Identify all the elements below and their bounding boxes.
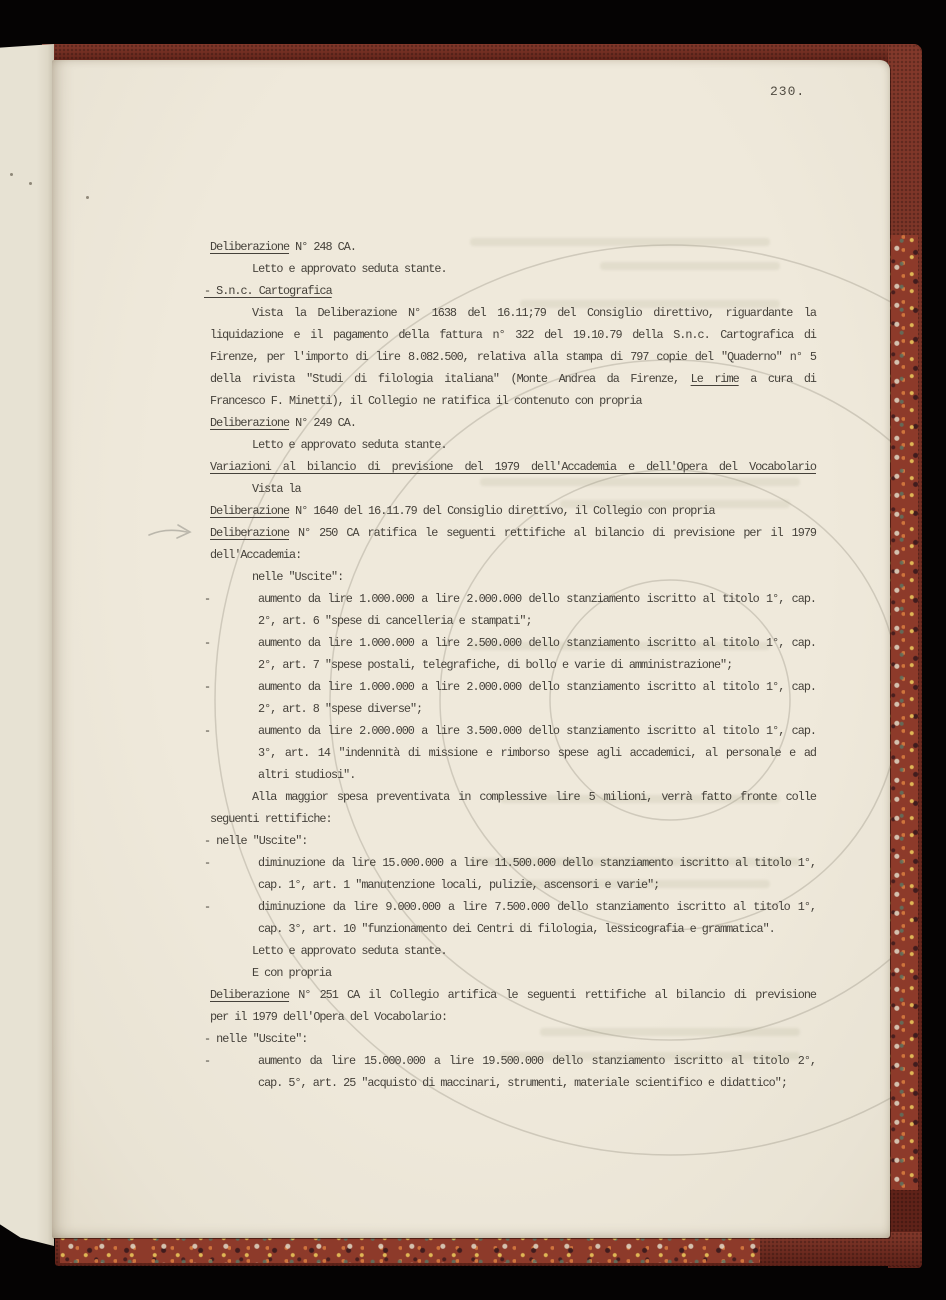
page-number: 230. — [770, 84, 806, 99]
text-line: - aumento da lire 1.000.000 a lire 2.000.000 dello stanziamento iscritto al titolo 1°, cap. — [204, 592, 816, 606]
document-page — [52, 60, 890, 1238]
marbled-endpaper-right — [886, 235, 918, 1190]
text-line: nelle "Uscite": — [252, 570, 344, 584]
text-line: Deliberazione N° 1640 del 16.11.79 del Consiglio direttivo, il Collegio con propria — [210, 504, 715, 518]
text-line: Deliberazione N° 249 CA. — [210, 416, 356, 430]
text-line: - S.n.c. Cartografica — [204, 284, 332, 298]
text-line: Vista la — [252, 482, 301, 496]
paper-speck — [10, 173, 13, 176]
text-line: - aumento da lire 15.000.000 a lire 19.500.000 dello stanziamento iscritto al titolo 2°, — [204, 1054, 816, 1068]
paper-speck — [29, 182, 32, 185]
text-line: cap. 1°, art. 1 "manutenzione locali, pulizie, ascensori e varie"; — [258, 878, 660, 892]
text-line: - aumento da lire 2.000.000 a lire 3.500.000 dello stanziamento iscritto al titolo 1°, cap. — [204, 724, 816, 738]
text-line: liquidazione e il pagamento della fattura n° 322 del 19.10.79 della S.n.c. Cartografica di — [210, 328, 816, 342]
text-line: per il 1979 dell'Opera del Vocabolario: — [210, 1010, 448, 1024]
text-line: Francesco F. Minetti), il Collegio ne ratifica il contenuto con propria — [210, 394, 642, 408]
text-line: - aumento da lire 1.000.000 a lire 2.000.000 dello stanziamento iscritto al titolo 1°, cap. — [204, 680, 816, 694]
text-line: Letto e approvato seduta stante. — [252, 438, 447, 452]
text-line: 2°, art. 7 "spese postali, telegrafiche, di bollo e varie di amministrazione"; — [258, 658, 733, 672]
text-line: Deliberazione N° 250 CA ratifica le seguenti rettifiche al bilancio di previsione per il 1979 — [210, 526, 816, 540]
text-line: E con propria — [252, 966, 332, 980]
text-line: - diminuzione da lire 9.000.000 a lire 7.500.000 dello stanziamento iscritto al titolo 1°, — [204, 900, 816, 914]
text-line: Deliberazione N° 251 CA il Collegio artifica le seguenti rettifiche al bilancio di previsione — [210, 988, 816, 1002]
text-line: Letto e approvato seduta stante. — [252, 262, 447, 276]
text-line: Letto e approvato seduta stante. — [252, 944, 447, 958]
text-line: dell'Accademia: — [210, 548, 302, 562]
text-line: Firenze, per l'importo di lire 8.082.500, relativa alla stampa di 797 copie del "Quaderno" n° 5 — [210, 350, 816, 364]
paper-speck — [86, 196, 89, 199]
text-line: - nelle "Uscite": — [204, 834, 308, 848]
text-line: - aumento da lire 1.000.000 a lire 2.500.000 dello stanziamento iscritto al titolo 1°, cap. — [204, 636, 816, 650]
text-line: Alla maggior spesa preventivata in complessive lire 5 milioni, verrà fatto fronte colle — [252, 790, 816, 804]
text-line: 2°, art. 8 "spese diverse"; — [258, 702, 423, 716]
text-line: - nelle "Uscite": — [204, 1032, 308, 1046]
text-line: altri studiosi". — [258, 768, 356, 782]
pencil-margin-arrow-icon — [146, 520, 196, 546]
text-line: seguenti rettifiche: — [210, 812, 332, 826]
text-line: Variazioni al bilancio di previsione del 1979 dell'Accademia e dell'Opera del Vocabolario — [210, 460, 816, 474]
facing-page-edge — [0, 44, 54, 1246]
text-line: Vista la Deliberazione N° 1638 del 16.11;79 del Consiglio direttivo, riguardante la — [252, 306, 816, 320]
text-line: cap. 5°, art. 25 "acquisto di maccinari, strumenti, materiale scientifico e didattico"; — [258, 1076, 787, 1090]
text-line: Deliberazione N° 248 CA. — [210, 240, 356, 254]
text-line: della rivista "Studi di filologia italiana" (Monte Andrea da Firenze, Le rime a cura di — [210, 372, 816, 386]
text-line: cap. 3°, art. 10 "funzionamento dei Centri di filologia, lessicografia e grammatica". — [258, 922, 775, 936]
text-line: - diminuzione da lire 15.000.000 a lire 11.500.000 dello stanziamento iscritto al titolo 1°, — [204, 856, 816, 870]
text-block — [204, 236, 816, 1094]
text-line: 3°, art. 14 "indennità di missione e rimborso spese agli accademici, al personale e ad — [258, 746, 816, 760]
text-line: 2°, art. 6 "spese di cancelleria e stampati"; — [258, 614, 532, 628]
